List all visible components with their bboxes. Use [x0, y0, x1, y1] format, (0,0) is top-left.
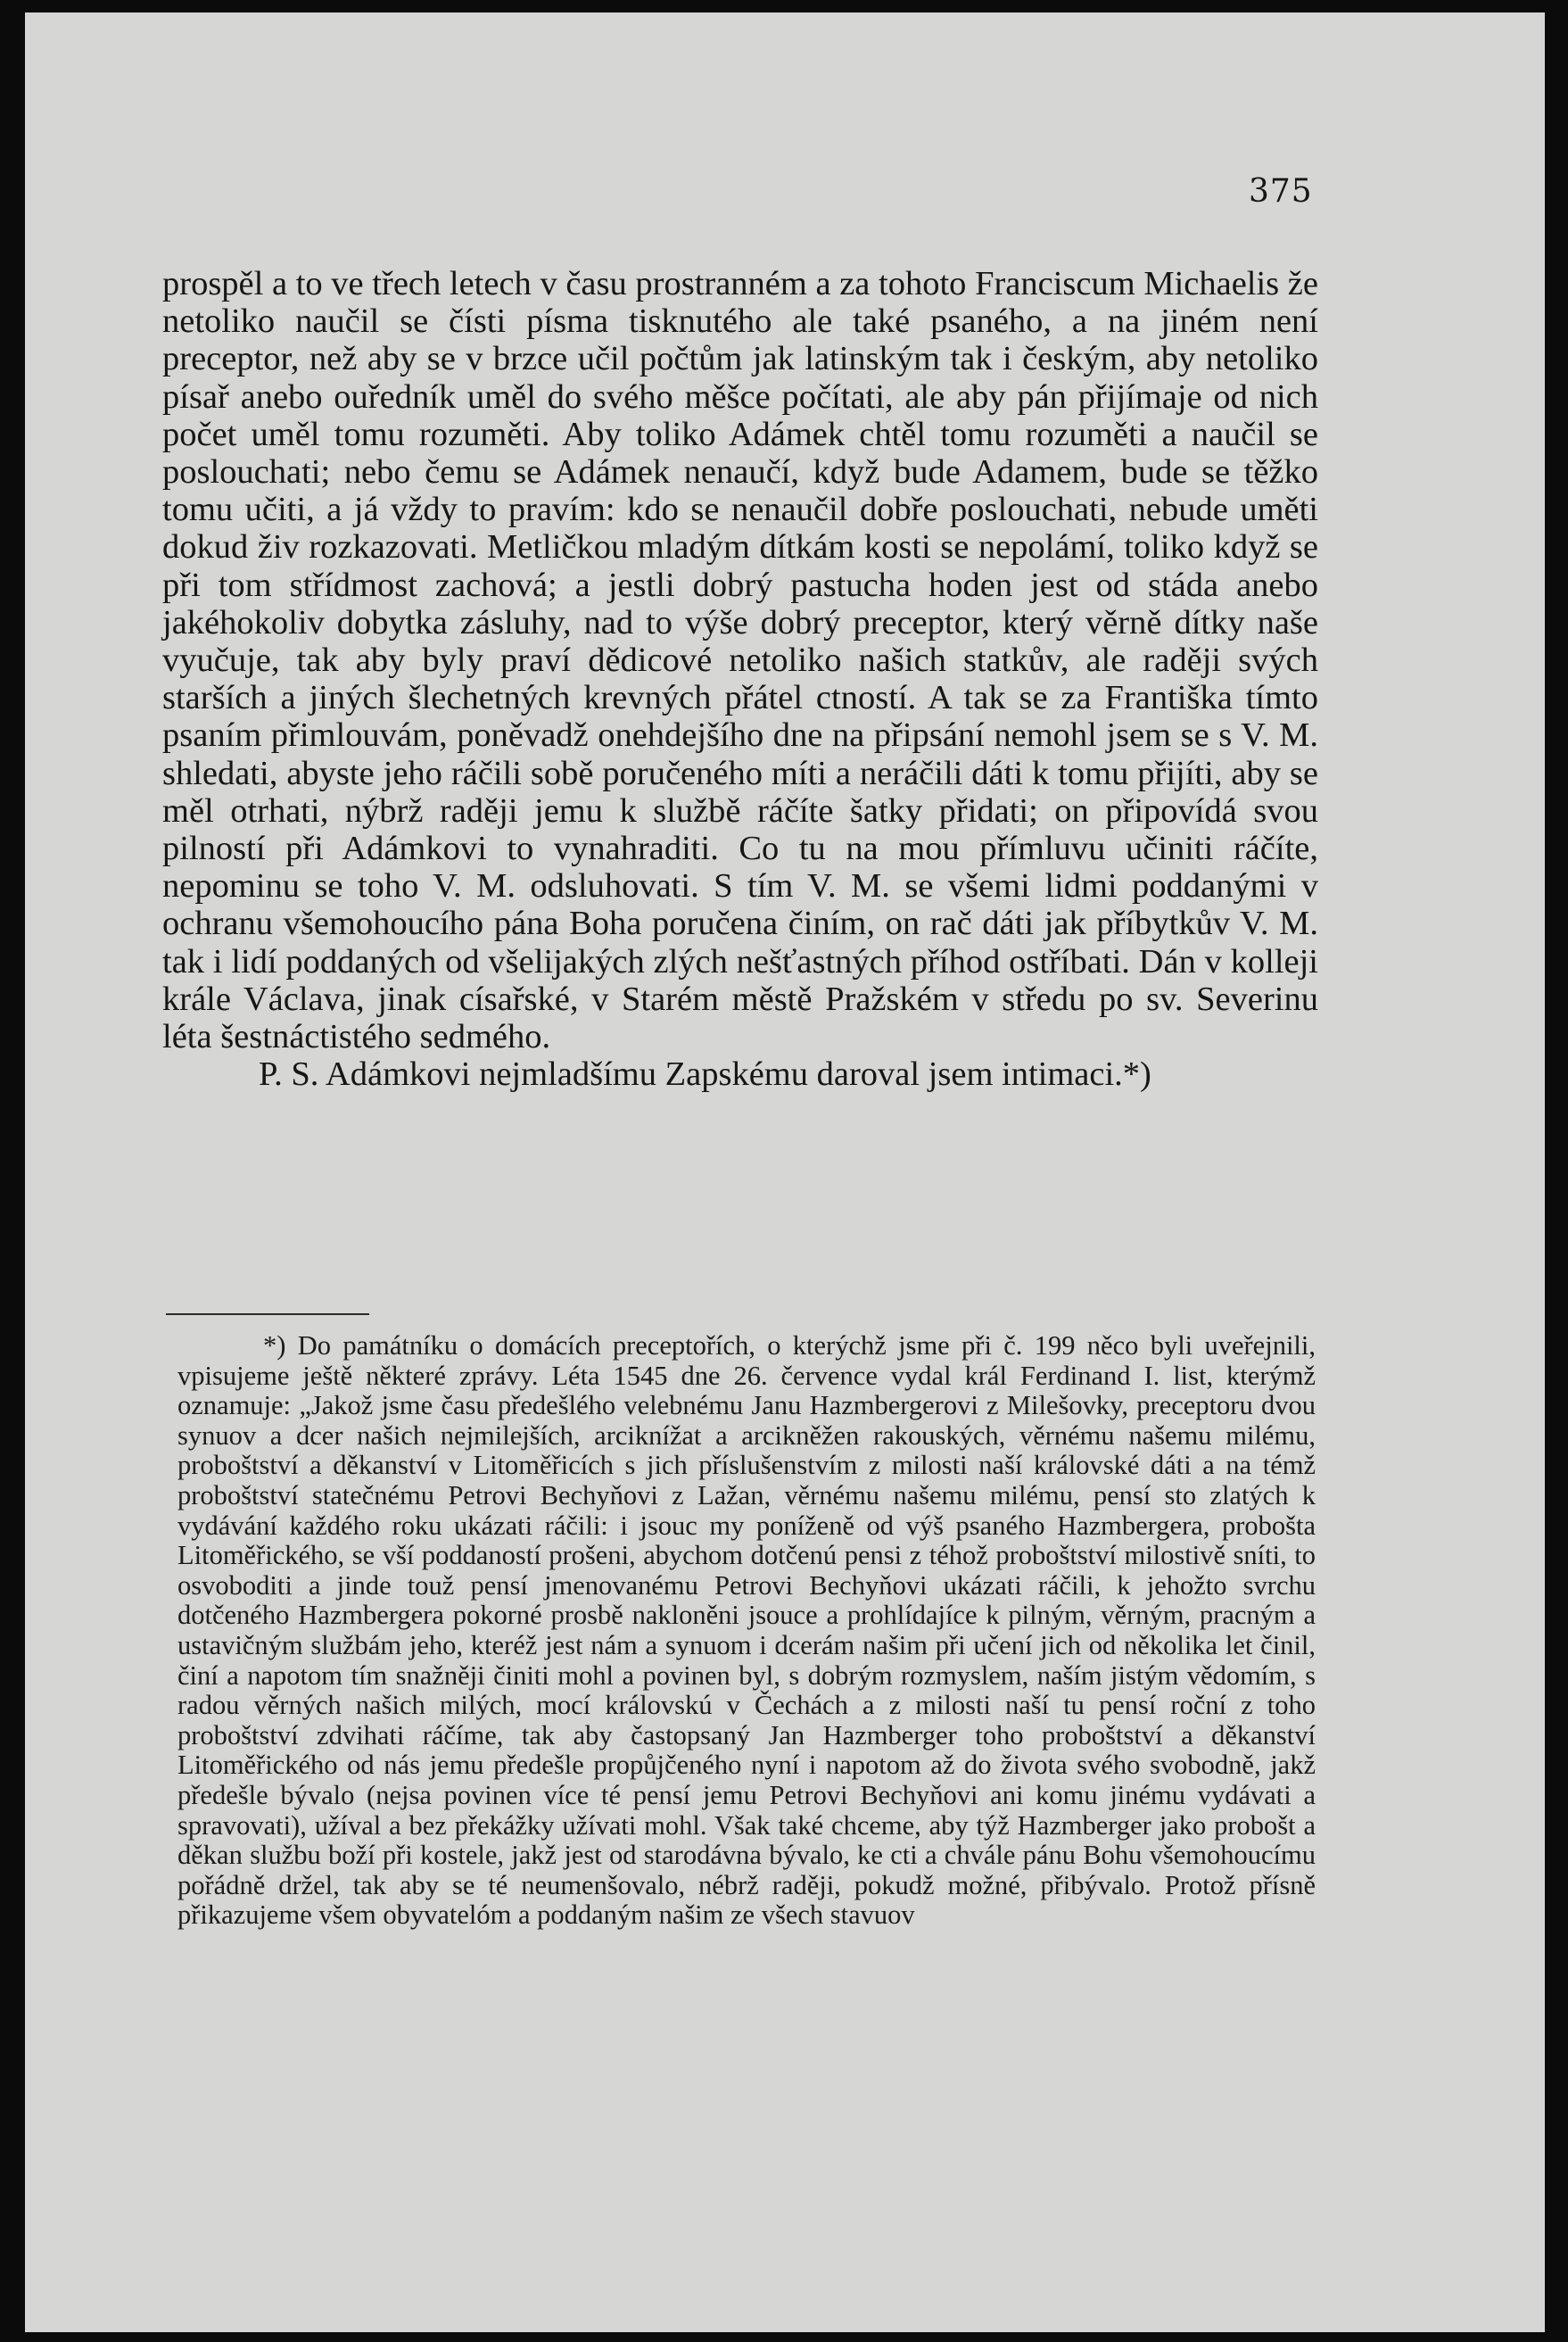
book-page [25, 12, 1545, 2332]
main-text [162, 265, 1318, 1093]
footnote-text: *) Do památníku o domácích preceptořích, o kterýchž jsme při č. 199 něco byli uveřejnili, vpisujeme ještě některé zprávy. Léta 1545 dne 26. července vydal král Ferdinand I. list, kterýmž oznamuje: „Jakož jsme času předešlého velebnému Janu Hazmbergerovi z Milešovky, preceptoru dvou synuov a dcer našich nejmilejších, arciknížat a arcikněžen rakouských, věrnému našemu milému, proboštství a děkanství v Litoměřicích s jich příslušenstvím z milosti naší královské dáti a na témž proboštství statečnému Petrovi Bechyňovi z Lažan, věrnému našemu milému, pensí sto zlatých k vydávání každého roku ukázati ráčili: i jsouc my poníženě od výš psaného Hazmbergera, probošta Litoměřického, se vší poddaností prošeni, abychom dotčenú pensi z téhož proboštství milostivě sníti, to osvoboditi a jinde touž pensí jmenovanému Petrovi Bechyňovi ukázati ráčili, k jehožto svrchu dotčeného Hazmbergera pokorné prosbě nakloněni jsouce a prohlídajíce k pilným, věrným, pracným a ustavičným službám jeho, kteréž jest nám a synuom i dcerám našim při učení jich od několika let činil, činí a napotom tím snažněji činiti mohl a povinen byl, s dobrým rozmyslem, naším jistým vědomím, s radou věrných našich milých, mocí královskú v Čechách a z milosti naší tu pensí roční z toho proboštství zdvihati ráčíme, tak aby častopsaný Jan Hazmberger toho proboštství a děkanství Litoměřického od nás jemu předešle propůjčeného nyní i napotom až do života svého svobodně, jakž předešle bývalo (nejsa povinen více té pensí jemu Petrovi Bechyňovi ani komu jinému vydávati a spravovati), užíval a bez překážky užívati mohl. Však také chceme, aby týž Hazmberger jako probošt a děkan službu boží při kostele, jakž jest od starodávna bývalo, ke cti a chvále pánu Bohu všemohoucímu pořádně držel, tak aby se té neumenšovalo, nébrž raději, pokudž možné, přibývalo. Protož přísně přikazujeme všem obyvatelóm a poddaným našim ze všech stavuov [177, 1330, 1316, 1931]
postscript: P. S. Adámkovi nejmladšímu Zapskému daroval jsem intimaci.*) [259, 1055, 1151, 1094]
footnote-divider [166, 1313, 369, 1315]
page-number: 375 [1249, 173, 1313, 210]
body-paragraph: prospěl a to ve třech letech v času prostranném a za tohoto Franciscum Michaelis že netoliko naučil se čísti písma tisknutého ale také psaného, a na jiném není preceptor, než aby se v brzce učil počtům jak latinským tak i českým, aby netoliko písař anebo ouředník uměl do svého měšce počítati, ale aby pán přijímaje od nich počet uměl tomu rozuměti. Aby toliko Adámek chtěl tomu rozuměti a naučil se poslouchati; nebo čemu se Adámek nenaučí, když bude Adamem, bude se těžko tomu učiti, a já vždy to pravím: kdo se nenaučil dobře poslouchati, nebude uměti dokud živ rozkazovati. Metličkou mladým dítkám kosti se nepolámí, toliko když se při tom střídmost zachová; a jestli dobrý pastucha hoden jest od stáda anebo jakéhokoliv dobytka zásluhy, nad to výše dobrý preceptor, který věrně dítky naše vyučuje, tak aby byly praví dědicové netoliko našich statkův, ale raději svých starších a jiných šlechetných krevných přátel ctností. A tak se za Františka tímto psaním přimlouvám, poněvadž onehdejšího dne na připsání nemohl jsem se s V. M. shledati, abyste jeho ráčili sobě poručeného míti a neráčili dáti k tomu přijíti, aby se měl otrhati, nýbrž raději jemu k službě ráčíte šatky přidati; on připovídá svou pilností při Adámkovi to vynahraditi. Co tu na mou přímluvu učiniti ráčíte, nepominu se toho V. M. odsluhovati. S tím V. M. se všemi lidmi poddanými v ochranu všemohoucího pána Boha poručena činím, on rač dáti jak příbytkův V. M. tak i lidí poddaných od všelijakých zlých nešťastných příhod ostříbati. Dán v kolleji krále Václava, jinak císařské, v Starém městě Pražském v středu po sv. Severinu léta šestnáctistého sedmého. [162, 265, 1318, 1056]
footnote [177, 1331, 1316, 1931]
